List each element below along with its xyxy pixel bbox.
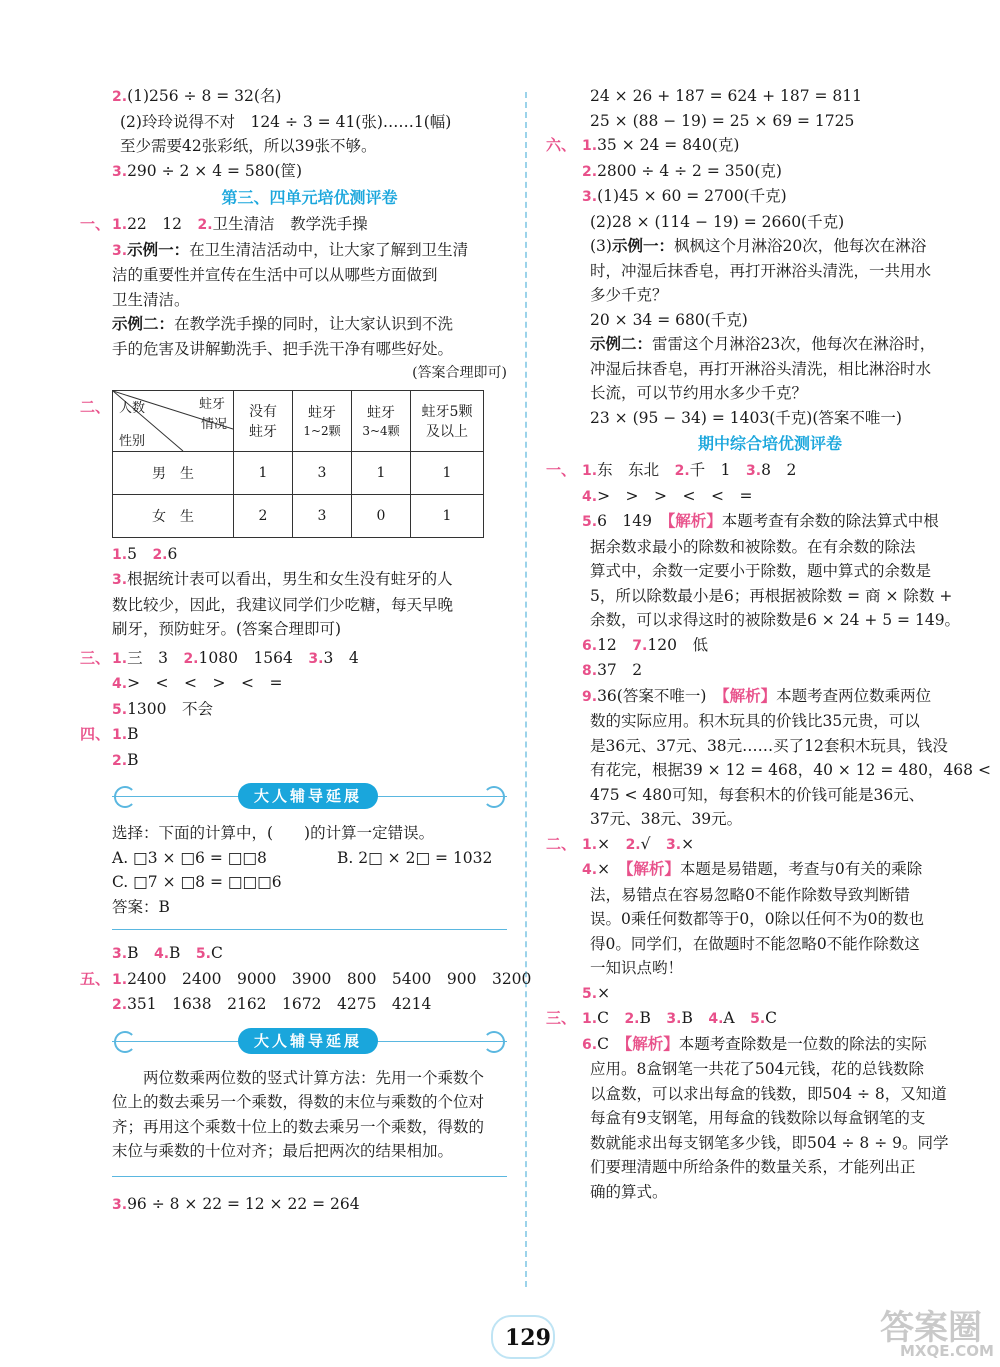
table-col-header: 蛀牙 3~4颗 — [352, 390, 411, 451]
answer-line: 多少千克？ — [590, 286, 668, 304]
answer-line: 六、 1.35 × 24 = 840(克) — [546, 136, 740, 154]
answer-line: 3.290 ÷ 2 × 4 = 580(筐) — [112, 161, 303, 180]
extension-paragraph: 两位数乘两位数的竖式计算方法：先用一个乘数个位上的数去乘另一个乘数，得数的末位与乘数的个位对齐；再用这个乘数十位上的数去乘另一个乘数，得数的末位与乘数的十位对齐；最后把两次的结果相加。 — [112, 1068, 485, 1160]
answer-line: 一、 1.22 12 2.卫生清洁 教学洗手操 — [80, 215, 368, 233]
answer-line: 24 × 26 + 187 = 624 + 187 = 811 — [590, 87, 862, 105]
answer-line: 数的实际应用。积木玩具的价钱比35元贵，可以 — [590, 712, 920, 730]
answer-line: 一、 1.东 东北 2.千 1 3.8 2 — [546, 461, 797, 479]
column-divider — [525, 92, 527, 1287]
page-number: 129 — [505, 1325, 551, 1351]
answer-line: 3.根据统计表可以看出，男生和女生没有蛀牙的人 — [112, 570, 453, 588]
answer-line: 是36元、37元、38元……买了12套积木玩具，钱没 — [590, 736, 948, 755]
answer-line: 5.6 149 【解析】本题考查有余数的除法算式中根 — [582, 512, 939, 530]
answer-line: (3)示例一：枫枫这个月淋浴20次，他每次在淋浴 — [590, 236, 927, 255]
answer-line: 长流，可以节约用水多少千克？ — [590, 384, 808, 402]
right-column — [546, 84, 991, 1204]
dolphin-icon — [491, 1315, 555, 1359]
answer-line: 们要理清题中所给条件的数量关系，才能列出正 — [590, 1158, 916, 1176]
section-title: 第三、四单元培优测评卷 — [221, 188, 398, 207]
answer-line: 得0。同学们，在做题时不能忽略0不能作除数这 — [590, 934, 920, 953]
answer-line: 2.351 1638 2162 1672 4275 4214 — [112, 995, 432, 1013]
table-col-header: 蛀牙5颗 及以上 — [411, 390, 484, 451]
answer-line: 5.1300 不会 — [112, 699, 214, 718]
answer-line: 二、 1.× 2.√ 3.× — [546, 834, 695, 853]
answer-line: 8.37 2 — [582, 661, 643, 679]
answer-line: 洁的重要性并宣传在生活中可以从哪些方面做到 — [112, 266, 438, 284]
answer-line: 至少需要42张彩纸，所以39张不够。 — [120, 137, 377, 155]
extension-line: 答案：B — [112, 897, 170, 916]
answer-line: 每盒有9支钢笔，用每盒的钱数除以每盒钢笔的支 — [590, 1109, 926, 1127]
extension-line: 选择：下面的计算中，( )的计算一定错误。 — [112, 824, 435, 842]
answer-line: 示例二：雷雷这个月淋浴23次，他每次在淋浴时， — [590, 334, 936, 353]
table-row: 男 生 1 3 1 1 — [113, 451, 484, 494]
answer-line: 2.(1)256 ÷ 8 = 32(名) — [112, 87, 282, 105]
answer-line: 475 < 480可知，每套积木的价钱可能是36元、 — [590, 785, 925, 804]
answer-line: 刷牙，预防蛀牙。(答案合理即可) — [112, 620, 342, 638]
tutor-banner — [112, 1022, 507, 1062]
answer-line: 6.C 【解析】本题考查除数是一位数的除法的实际 — [582, 1034, 927, 1053]
answer-line: 据余数求最小的除数和被除数。在有余数的除法 — [590, 537, 916, 556]
answer-line: 9.36(答案不唯一) 【解析】本题考查两位数乘两位 — [582, 686, 932, 705]
table-col-header: 没有 蛀牙 — [234, 390, 293, 451]
answer-line: 三、 1.C 2.B 3.B 4.A 5.C — [546, 1009, 778, 1027]
answer-line: 有花完，根据39 × 12 = 468，40 × 12 = 480，468 < — [590, 761, 991, 779]
answer-line: 冲湿后抹香皂，再打开淋浴头清洗，相比淋浴时水 — [590, 359, 932, 378]
watermark-url: MXQE.COM — [900, 1342, 994, 1360]
answer-line: 数就能求出每支钢笔多少钱，即504 ÷ 8 ÷ 9。同学 — [590, 1133, 949, 1152]
answer-line: 手的危害及讲解勤洗手、把手洗干净有哪些好处。 — [112, 339, 454, 358]
answer-line: (2)玲玲说得不对 124 ÷ 3 = 41(张)……1(幅) — [120, 112, 452, 131]
section-title: 期中综合培优测评卷 — [697, 434, 842, 453]
answer-line: 四、 1.B — [80, 725, 139, 743]
tutor-banner-bottom — [112, 923, 507, 937]
answer-line: 4.> < < > < = — [112, 674, 283, 692]
answer-line: 以盒数，可以求出每盒的钱数，即504 ÷ 8，又知道 — [590, 1084, 947, 1103]
extension-line: A. □3 × □6 = □□8 B. 2□ × 2□ = 1032 — [112, 848, 493, 867]
answer-line: 三、 1.三 3 2.1080 1564 3.3 4 — [80, 648, 359, 667]
stat-table — [112, 390, 484, 538]
answer-line: 20 × 34 = 680(千克) — [590, 310, 748, 329]
answer-line: 3.示例一：在卫生清洁活动中，让大家了解到卫生清 — [112, 239, 469, 259]
table-col-header: 蛀牙 1~2颗 — [293, 390, 352, 451]
table-header-corner: 蛀牙 人数 情况 性别 — [113, 390, 234, 451]
tutor-banner — [112, 777, 507, 817]
answer-line: 3.(1)45 × 60 = 2700(千克) — [582, 187, 787, 205]
answer-line: 2.2800 ÷ 4 ÷ 2 = 350(克) — [582, 161, 782, 180]
answer-line: 4.× 【解析】本题是易错题，考查与0有关的乘除 — [582, 860, 923, 878]
answer-line: 25 × (88 − 19) = 25 × 69 = 1725 — [590, 111, 855, 130]
answer-line: 示例二：在教学洗手操的同时，让大家认识到不洗 — [112, 314, 454, 333]
answer-line: 一知识点哟！ — [590, 959, 684, 977]
answer-line: 五、 1.2400 2400 9000 3900 800 5400 900 3200 — [80, 969, 532, 988]
answer-line: 1.5 2.6 — [112, 544, 178, 563]
watermark-logo: 答案圈 — [880, 1308, 982, 1348]
answer-line: 时，冲湿后抹香皂，再打开淋浴头清洗，一共用水 — [590, 261, 932, 280]
answer-line: 卫生清洁。 — [112, 290, 190, 309]
extension-line: C. □7 × □8 = □□□6 — [112, 873, 282, 891]
answer-line: 法，易错点在容易忽略0不能作除数导致判断错 — [590, 885, 910, 904]
stat-table-wrap: 二、 蛀牙 人数 情况 性别 没有 蛀牙 蛀牙 1~2颗 蛀牙 3~4颗 蛀牙5颗 及以上 男 生 1 3 1 1 女 生 2 3 0 1 — [112, 390, 507, 538]
answer-line: 4.> > > < < = — [582, 486, 753, 505]
left-column — [80, 84, 532, 1217]
answer-line: 2.B — [112, 750, 139, 769]
answer-line: (2)28 × (114 − 19) = 2660(千克) — [590, 212, 845, 231]
answer-line: 23 × (95 − 34) = 1403(千克)(答案不唯一) — [590, 408, 902, 427]
table-row: 女 生 2 3 0 1 — [113, 494, 484, 537]
answer-line: 3.96 ÷ 8 × 22 = 12 × 22 = 264 — [112, 1194, 360, 1213]
answer-line: 5.× — [582, 983, 611, 1002]
banner-label: 大人辅导延展 — [238, 783, 378, 809]
answer-line: 应用。8盒钢笔一共花了504元钱，花的总钱数除 — [590, 1060, 924, 1078]
answer-line: 确的算式。 — [590, 1182, 668, 1201]
answer-line: 37元、38元、39元。 — [590, 810, 743, 828]
banner-label: 大人辅导延展 — [238, 1028, 378, 1054]
answer-line: 5，所以除数最小是6；再根据被除数 = 商 × 除数 + — [590, 586, 953, 605]
answer-line: 算式中，余数一定要小于除数，题中算式的余数是 — [590, 562, 932, 580]
answer-line: 6.12 7.120 低 — [582, 635, 708, 654]
answer-line: 余数，可以求得这时的被除数是6 × 24 + 5 = 149。 — [590, 611, 961, 629]
answer-line: 3.B 4.B 5.C — [112, 944, 223, 962]
answer-line: 数比较少，因此，我建议同学们少吃糖，每天早晚 — [112, 595, 454, 614]
answer-note: (答案合理即可) — [412, 365, 507, 381]
tutor-banner-bottom — [112, 1168, 507, 1186]
answer-line: 误。0乘任何数都等于0，0除以任何不为0的数也 — [590, 910, 924, 928]
